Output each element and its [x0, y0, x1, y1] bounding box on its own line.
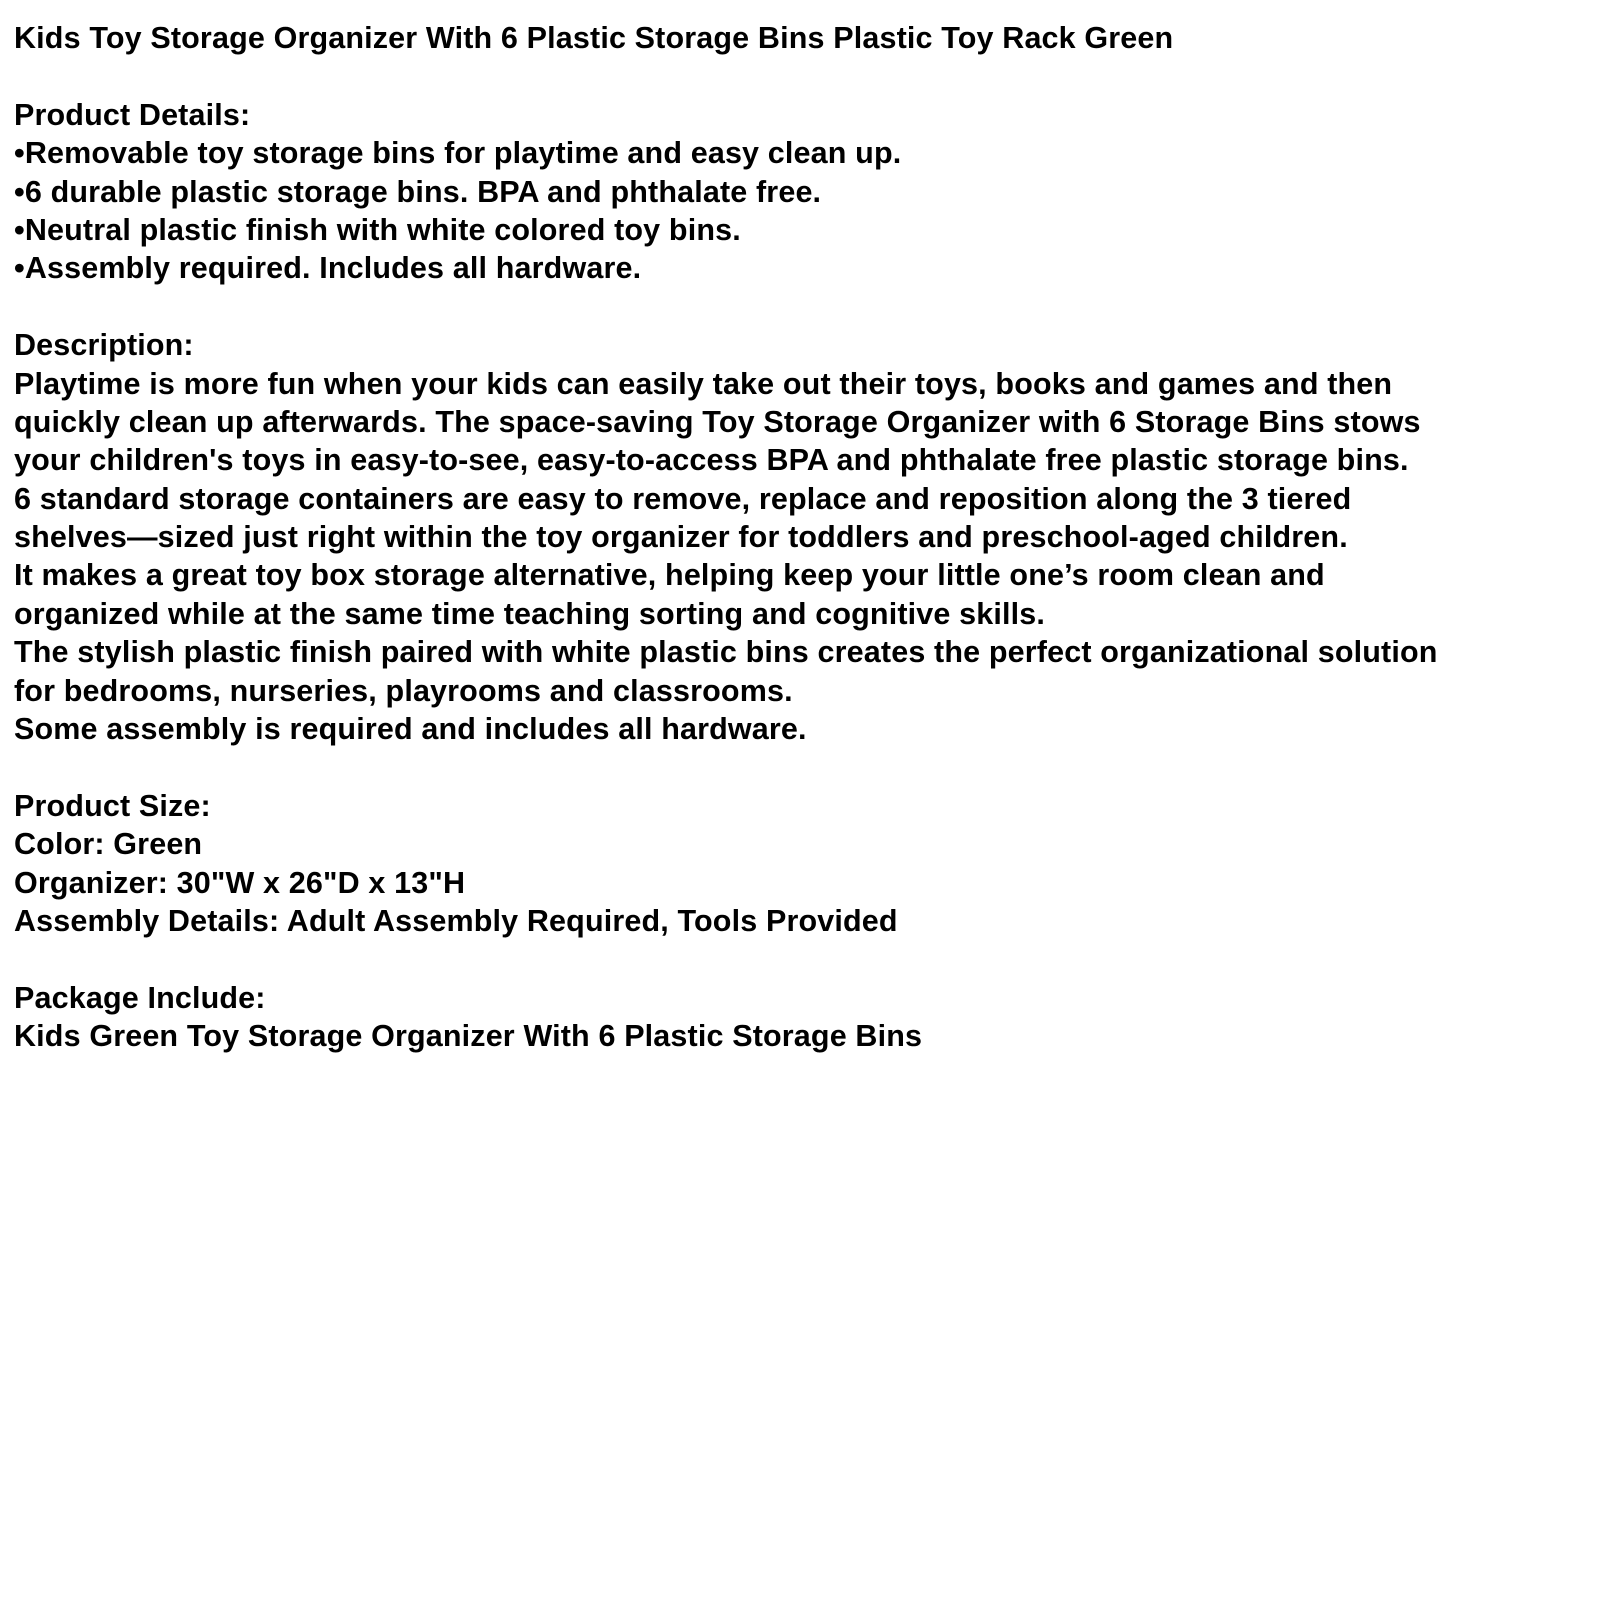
- detail-item: •Removable toy storage bins for playtime and easy clean up.: [14, 136, 902, 171]
- spacer: [14, 748, 1594, 786]
- description-line: for bedrooms, nurseries, playrooms and classrooms.: [14, 673, 793, 708]
- product-details-heading: Product Details:: [14, 97, 251, 132]
- description-line: Playtime is more fun when your kids can easily take out their toys, books and games and then: [14, 366, 1393, 401]
- product-size-section: [14, 787, 1594, 941]
- assembly-details-line: Assembly Details: Adult Assembly Required, Tools Provided: [14, 903, 898, 938]
- product-size-heading: Product Size:: [14, 788, 211, 823]
- description-line: Some assembly is required and includes all hardware.: [14, 712, 807, 747]
- detail-item: •Assembly required. Includes all hardware.: [14, 251, 642, 286]
- description-line: 6 standard storage containers are easy to remove, replace and reposition along the 3 tiered: [14, 481, 1352, 516]
- detail-item: •6 durable plastic storage bins. BPA and phthalate free.: [14, 174, 822, 209]
- detail-item: •Neutral plastic finish with white colored toy bins.: [14, 212, 741, 247]
- description-section: [14, 326, 1594, 748]
- description-line: your children's toys in easy-to-see, easy-to-access BPA and phthalate free plastic storage bins.: [14, 443, 1409, 478]
- product-document: [14, 19, 1594, 1056]
- spacer: [14, 57, 1594, 95]
- product-details-section: [14, 96, 1594, 288]
- package-section: [14, 979, 1594, 1056]
- organizer-dimensions-line: Organizer: 30"W x 26"D x 13"H: [14, 865, 466, 900]
- package-item: Kids Green Toy Storage Organizer With 6 Plastic Storage Bins: [14, 1019, 923, 1054]
- spacer: [14, 940, 1594, 978]
- product-title: Kids Toy Storage Organizer With 6 Plastic Storage Bins Plastic Toy Rack Green: [14, 21, 1174, 55]
- package-heading: Package Include:: [14, 980, 266, 1015]
- spacer: [14, 288, 1594, 326]
- description-line: quickly clean up afterwards. The space-saving Toy Storage Organizer with 6 Storage Bins stows: [14, 404, 1421, 439]
- description-line: shelves—sized just right within the toy organizer for toddlers and preschool-aged children.: [14, 520, 1348, 555]
- color-line: Color: Green: [14, 827, 203, 862]
- description-line: It makes a great toy box storage alternative, helping keep your little one’s room clean and: [14, 558, 1325, 593]
- description-heading: Description:: [14, 328, 194, 363]
- description-line: The stylish plastic finish paired with white plastic bins creates the perfect organizational solution: [14, 635, 1438, 670]
- description-line: organized while at the same time teaching sorting and cognitive skills.: [14, 596, 1045, 631]
